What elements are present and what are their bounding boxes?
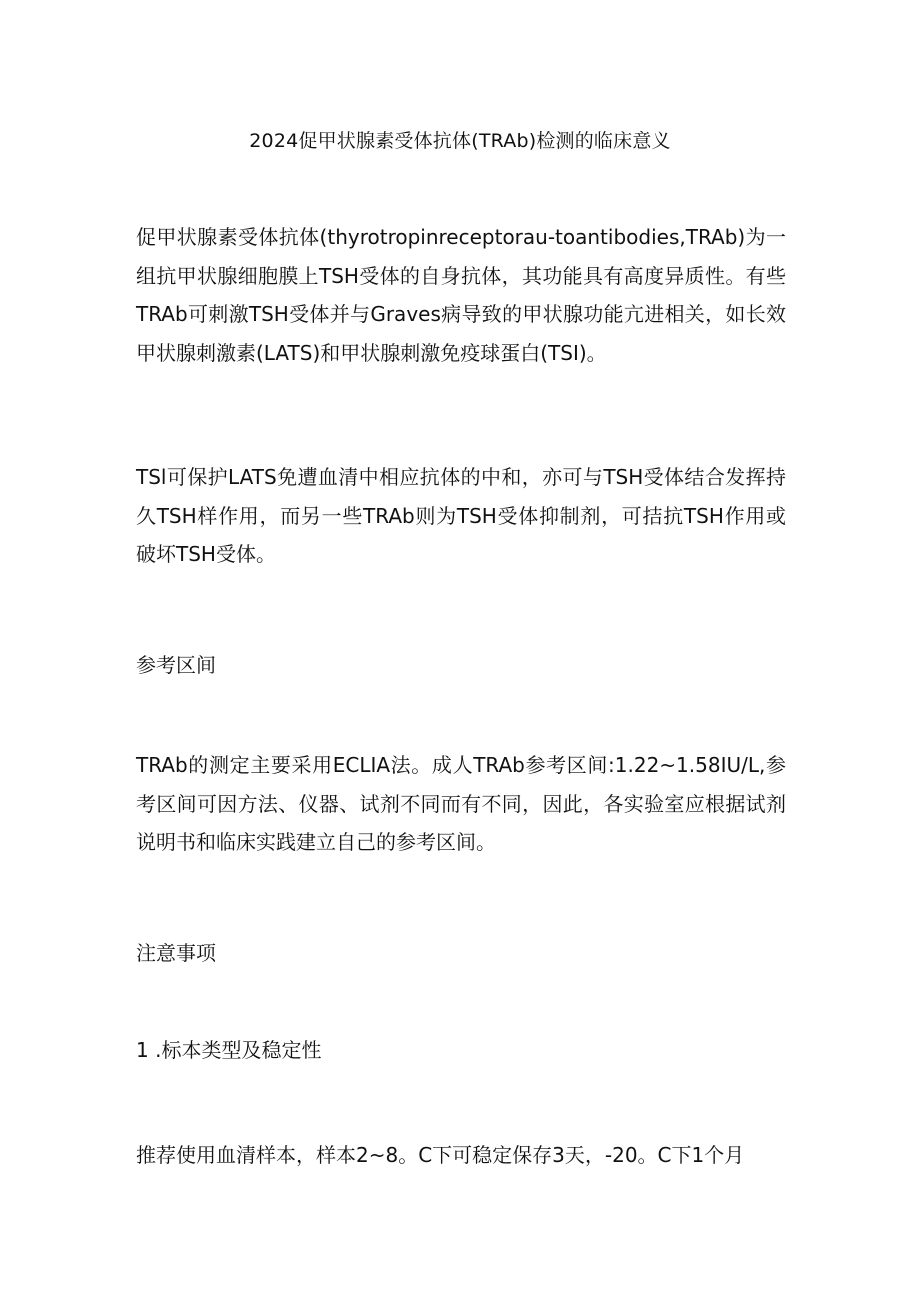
paragraph-reference-interval: TRAb的测定主要采用ECLIA法。成人TRAb参考区间:1.22~1.58IU/L,参考区间可因方法、仪器、试剂不同而有不同，因此，各实验室应根据试剂说明书和临床实践建立自己的参考区间。 bbox=[136, 753, 786, 854]
paragraph-tsi: TSl可保护LATS免遭血清中相应抗体的中和，亦可与TSH受体结合发挥持久TSH样作用，而另一些TRAb则为TSH受体抑制剂，可拮抗TSH作用或破坏TSH受体。 bbox=[136, 465, 786, 566]
document-title: 2024促甲状腺素受体抗体(TRAb)检测的临床意义 bbox=[249, 130, 671, 152]
heading-reference-interval: 参考区间 bbox=[136, 653, 216, 677]
paragraph-intro: 促甲状腺素受体抗体(thyrotropinreceptorau-toantibodies,TRAb)为一组抗甲状腺细胞膜上TSH受体的自身抗体，其功能具有高度异质性。有些TRAb可刺激TSH受体并与Graves病导致的甲状腺功能亢进相关，如长效甲状腺刺激素(LATS)和甲状腺刺激免疫球蛋白(TSI)。 bbox=[136, 225, 786, 365]
heading-notes: 注意事项 bbox=[136, 941, 216, 965]
subheading-sample-type: 1 .标本类型及稳定性 bbox=[136, 1038, 322, 1062]
paragraph-sample-stability: 推荐使用血清样本，样本2~8。C下可稳定保存3天，-20。C下1个月 bbox=[136, 1143, 745, 1167]
